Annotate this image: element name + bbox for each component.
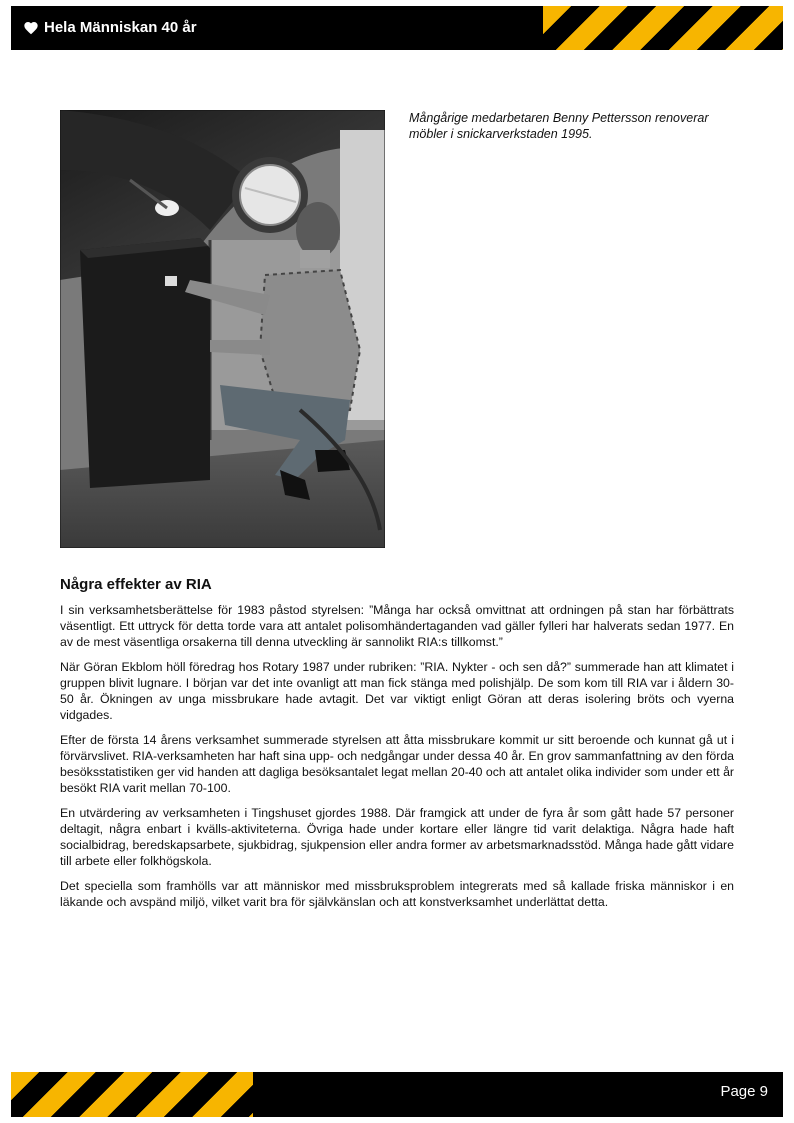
footer-bar	[11, 1072, 783, 1117]
heart-icon	[23, 20, 39, 36]
header-title-group	[23, 6, 197, 50]
header-bar	[11, 6, 783, 50]
paragraph-3: Efter de första 14 årens verksamhet summerade styrelsen att åtta missbrukare kommit ur sitt beroende och kunnat gå ut i förvärvslivet. RIA-verksamheten har haft sina upp- och nedgångar under dessa 40 år. En grov sammanfattning av den förda besöksstatistiken ger vid handen att dagliga besöksantalet legat mellan 20-40 och att antalet olika individer som under ett år besökt RIA varit mellan 70-100.	[60, 733, 735, 795]
page-number: Page 9	[720, 1083, 768, 1100]
section-heading: Några effekter av RIA	[60, 576, 212, 593]
paragraph-2: När Göran Ekblom höll föredrag hos Rotary 1987 under rubriken: ”RIA. Nykter - och sen då?” summerade han att klimatet i gruppen blivit lugnare. I början var det inte ovanligt att man fick stänga med polishjälp. De som kom till RIA var i åldern 30-50 år. Ökningen av unga missbrukare hade avtagit. Det var viktigt enligt Göran att deras isolering bröts och vyerna vidgades.	[60, 660, 734, 722]
paragraph-4: En utvärdering av verksamheten i Tingshuset gjordes 1988. Där framgick att under de fyra år som gått hade 57 personer deltagit, några enbart i kvälls-aktiviteterna. Övriga hade under kortare eller längre tid varit delaktiga. Några hade haft socialbidrag, beredskapsarbete, sjukbidrag, sjukpension eller andra former av arbetsmarknadsstöd. Många hade gått vidare till arbete eller folkhögskola.	[60, 806, 734, 868]
photo-caption: Mångårige medarbetaren Benny Pettersson renoverar möbler i snickarverkstaden 1995.	[409, 111, 709, 141]
header-title: Hela Människan 40 år	[44, 19, 197, 36]
hazard-stripes-bottom	[11, 1072, 253, 1117]
hazard-stripes-top	[543, 6, 783, 50]
paragraph-1: I sin verksamhetsberättelse för 1983 påstod styrelsen: ”Många har också omvittnat att ordningen på stan har förbättrats väsentligt. Ett uttryck för detta torde vara att antalet polisomhändertaganden vad gäller fylleri har halverats sedan 1977. En av de mest väsentliga orsakerna till denna utveckling är sannolikt RIA:s tillkomst.”	[60, 603, 734, 649]
article-body	[60, 576, 734, 919]
workshop-photo	[60, 110, 385, 548]
paragraph-5: Det speciella som framhölls var att människor med missbruksproblem integrerats med så kallade friska människor i en läkande och avspänd miljö, vilket varit bra för självkänslan och att konstverksamhet underlättat detta.	[60, 879, 734, 909]
